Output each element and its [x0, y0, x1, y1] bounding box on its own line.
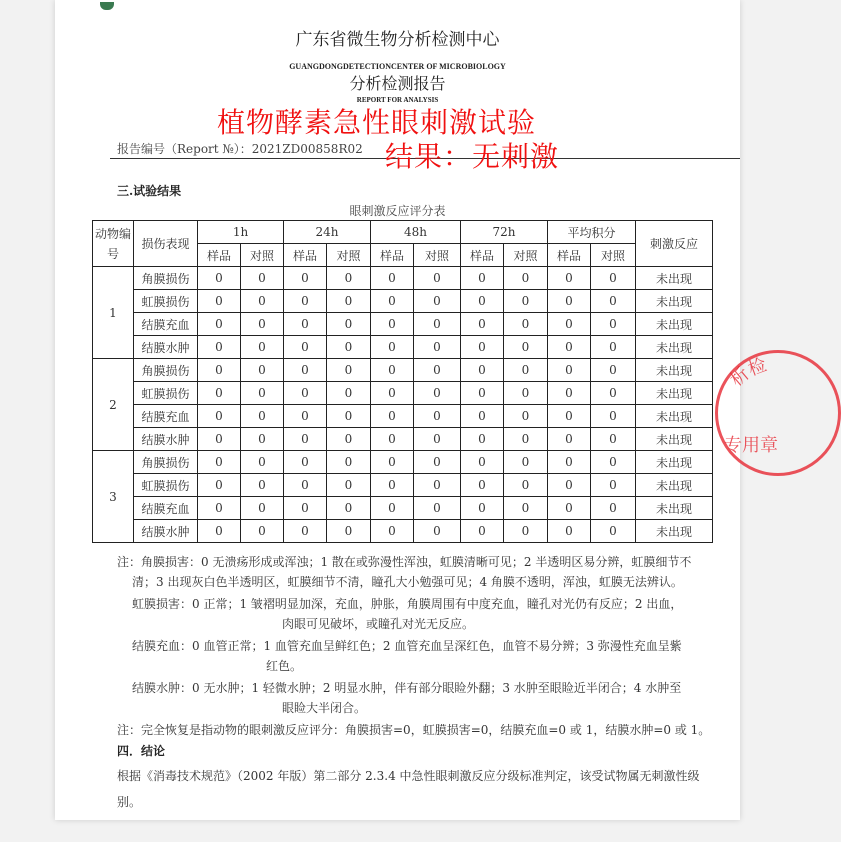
table-cell: 0: [327, 451, 371, 474]
table-cell: 0: [371, 359, 414, 382]
table-cell: 0: [591, 405, 636, 428]
table-cell: 角膜损伤: [134, 451, 198, 474]
table-row: [93, 451, 713, 474]
header-control: 对照: [504, 244, 548, 267]
animal-id: 2: [93, 359, 134, 451]
table-cell: 0: [198, 290, 241, 313]
overlay-title: 植物酵素急性眼刺激试验: [217, 106, 537, 139]
table-cell: 0: [548, 474, 591, 497]
table-cell: 0: [371, 290, 414, 313]
table-cell: 0: [371, 382, 414, 405]
table-cell: 0: [198, 382, 241, 405]
table-row: [93, 497, 713, 520]
table-cell: 0: [548, 497, 591, 520]
table-cell: 0: [414, 290, 461, 313]
table-cell: 0: [371, 313, 414, 336]
table-row: [93, 267, 713, 290]
table-cell: 0: [241, 474, 284, 497]
table-row: [93, 382, 713, 405]
header-control: 对照: [241, 244, 284, 267]
header-reaction: 刺激反应: [636, 221, 713, 267]
table-cell: 0: [414, 405, 461, 428]
table-row: [93, 359, 713, 382]
table-cell: 0: [461, 290, 504, 313]
table-row: [93, 290, 713, 313]
table-cell: 0: [198, 497, 241, 520]
table-cell: 0: [241, 520, 284, 543]
header-time: 24h: [284, 221, 371, 244]
table-row: [93, 428, 713, 451]
table-cell: 0: [414, 451, 461, 474]
table-cell: 0: [591, 451, 636, 474]
table-cell: 未出现: [636, 474, 713, 497]
table-cell: 未出现: [636, 382, 713, 405]
table-cell: 0: [504, 382, 548, 405]
header-injury: 损伤表现: [134, 221, 198, 267]
table-cell: 0: [198, 359, 241, 382]
table-cell: 0: [461, 428, 504, 451]
table-cell: 0: [371, 474, 414, 497]
table-cell: 0: [198, 405, 241, 428]
table-cell: 0: [504, 405, 548, 428]
table-cell: 0: [327, 520, 371, 543]
table-cell: 0: [414, 382, 461, 405]
table-cell: 结膜水肿: [134, 520, 198, 543]
note-line: 注：角膜损害：0 无溃疡形成或浑浊；1 散在或弥漫性浑浊，虹膜清晰可见；2 半透明区易分辨，虹膜细节不: [117, 555, 692, 569]
header-time: 1h: [198, 221, 284, 244]
report-title-en: REPORT FOR ANALYSIS: [356, 96, 439, 104]
table-cell: 0: [504, 336, 548, 359]
header-avg: 平均积分: [548, 221, 636, 244]
note-line: 清；3 出现灰白色半透明区，虹膜细节不清，瞳孔大小勉强可见；4 角膜不透明，浑浊，虹膜无法辨认。: [132, 575, 683, 589]
table-cell: 0: [327, 336, 371, 359]
table-cell: 未出现: [636, 451, 713, 474]
table-cell: 0: [591, 382, 636, 405]
table-cell: 0: [461, 474, 504, 497]
table-cell: 0: [504, 520, 548, 543]
table-cell: 虹膜损伤: [134, 474, 198, 497]
table-cell: 未出现: [636, 497, 713, 520]
note-line: 结膜水肿：0 无水肿；1 轻微水肿；2 明显水肿，伴有部分眼睑外翻；3 水肿至眼睑近半闭合；4 水肿至: [132, 681, 682, 695]
table-cell: 0: [284, 336, 327, 359]
table-row: [93, 474, 713, 497]
table-cell: 0: [504, 451, 548, 474]
table-cell: 0: [591, 497, 636, 520]
header-control: 对照: [591, 244, 636, 267]
table-cell: 0: [504, 359, 548, 382]
table-cell: 0: [241, 290, 284, 313]
note-line: 注：完全恢复是指动物的眼刺激反应评分：角膜损害=0，虹膜损害=0，结膜充血=0 或 1，结膜水肿=0 或 1。: [117, 723, 711, 737]
table-cell: 0: [504, 290, 548, 313]
table-cell: 0: [327, 359, 371, 382]
table-cell: 0: [284, 359, 327, 382]
table-cell: 虹膜损伤: [134, 290, 198, 313]
table-cell: 0: [504, 497, 548, 520]
table-cell: 0: [284, 267, 327, 290]
report-title-cn: 分析检测报告: [349, 74, 446, 93]
table-cell: 0: [414, 497, 461, 520]
table-cell: 未出现: [636, 359, 713, 382]
table-cell: 0: [327, 474, 371, 497]
report-page: [55, 0, 778, 820]
table-cell: 0: [591, 267, 636, 290]
table-caption: 眼刺激反应评分表: [349, 204, 446, 218]
table-cell: 0: [461, 405, 504, 428]
table-cell: 0: [548, 451, 591, 474]
note-line: 虹膜损害：0 正常；1 皱褶明显加深，充血，肿胀，角膜周围有中度充血，瞳孔对光仍有反应；2 出血，: [132, 597, 683, 611]
overlay-result: 结果：无刺激: [385, 140, 560, 173]
table-cell: 0: [327, 497, 371, 520]
table-cell: 0: [548, 405, 591, 428]
table-cell: 0: [461, 267, 504, 290]
table-cell: 0: [371, 267, 414, 290]
table-cell: 0: [548, 382, 591, 405]
table-cell: 结膜水肿: [134, 336, 198, 359]
table-cell: 0: [591, 290, 636, 313]
table-cell: 0: [371, 336, 414, 359]
table-cell: 0: [198, 520, 241, 543]
header-sample: 样品: [461, 244, 504, 267]
conclusion-line-2: 别。: [117, 795, 142, 809]
table-cell: 0: [198, 428, 241, 451]
header-time: 72h: [461, 221, 548, 244]
table-cell: 0: [327, 267, 371, 290]
table-cell: 0: [548, 336, 591, 359]
table-cell: 0: [414, 336, 461, 359]
table-cell: 0: [461, 336, 504, 359]
table-cell: 0: [284, 382, 327, 405]
table-cell: 未出现: [636, 405, 713, 428]
table-cell: 0: [591, 474, 636, 497]
header-control: 对照: [327, 244, 371, 267]
table-cell: 0: [461, 313, 504, 336]
table-cell: 结膜水肿: [134, 428, 198, 451]
header-control: 对照: [414, 244, 461, 267]
table-cell: 0: [548, 313, 591, 336]
table-cell: 0: [198, 474, 241, 497]
report-number: 报告编号（Report №）：2021ZD00858R02: [117, 142, 363, 156]
table-cell: 0: [414, 474, 461, 497]
table-cell: 0: [284, 290, 327, 313]
table-cell: 0: [241, 497, 284, 520]
table-cell: 结膜充血: [134, 497, 198, 520]
table-cell: 0: [461, 382, 504, 405]
table-cell: 0: [241, 267, 284, 290]
table-cell: 0: [591, 336, 636, 359]
table-row: [93, 336, 713, 359]
table-cell: 结膜充血: [134, 405, 198, 428]
table-cell: 0: [414, 428, 461, 451]
table-cell: 0: [241, 405, 284, 428]
table-cell: 0: [591, 359, 636, 382]
org-name-en: GUANGDONGDETECTIONCENTER OF MICROBIOLOGY: [289, 62, 506, 71]
table-cell: 角膜损伤: [134, 359, 198, 382]
table-cell: 0: [548, 290, 591, 313]
note-line: 肉眼可见破坏，或瞳孔对光无反应。: [282, 617, 475, 631]
table-cell: 0: [327, 382, 371, 405]
table-cell: 0: [504, 267, 548, 290]
table-cell: 0: [414, 267, 461, 290]
animal-id: 3: [93, 451, 134, 543]
table-cell: 0: [504, 428, 548, 451]
org-name-cn: 广东省微生物分析检测中心: [295, 30, 500, 50]
table-cell: 0: [504, 474, 548, 497]
table-cell: 未出现: [636, 520, 713, 543]
table-cell: 0: [414, 359, 461, 382]
table-cell: 未出现: [636, 267, 713, 290]
table-cell: 0: [371, 497, 414, 520]
table-cell: 0: [371, 405, 414, 428]
table-cell: 0: [327, 290, 371, 313]
score-table: [92, 220, 713, 543]
table-cell: 0: [371, 451, 414, 474]
note-line: 结膜充血：0 血管正常；1 血管充血呈鲜红色；2 血管充血呈深红色，血管不易分辨；3 弥漫性充血呈紫: [132, 639, 682, 653]
section-conclusion-heading: 四．结论: [117, 744, 166, 758]
note-line: 眼睑大半闭合。: [282, 701, 367, 715]
table-cell: 0: [548, 428, 591, 451]
table-row: [93, 520, 713, 543]
table-cell: 0: [327, 313, 371, 336]
table-cell: 0: [548, 267, 591, 290]
table-cell: 0: [371, 428, 414, 451]
table-cell: 0: [241, 451, 284, 474]
header-sample: 样品: [284, 244, 327, 267]
note-line: 红色。: [266, 659, 303, 673]
animal-id: 1: [93, 267, 134, 359]
table-cell: 结膜充血: [134, 313, 198, 336]
table-cell: 角膜损伤: [134, 267, 198, 290]
table-cell: 未出现: [636, 313, 713, 336]
header-animal: 动物编号: [93, 221, 134, 267]
corner-mark: [100, 2, 114, 10]
table-cell: 0: [548, 520, 591, 543]
table-row: [93, 313, 713, 336]
official-stamp: 析 检 专用章: [715, 350, 841, 476]
table-cell: 0: [504, 313, 548, 336]
table-cell: 0: [591, 313, 636, 336]
table-cell: 0: [414, 520, 461, 543]
header-sample: 样品: [371, 244, 414, 267]
table-row: [93, 405, 713, 428]
table-cell: 0: [284, 451, 327, 474]
table-cell: 0: [461, 451, 504, 474]
table-cell: 未出现: [636, 428, 713, 451]
table-cell: 0: [371, 520, 414, 543]
table-cell: 0: [198, 451, 241, 474]
table-cell: 未出现: [636, 290, 713, 313]
table-cell: 0: [461, 520, 504, 543]
table-cell: 虹膜损伤: [134, 382, 198, 405]
header-sample: 样品: [198, 244, 241, 267]
table-cell: 0: [461, 359, 504, 382]
table-cell: 0: [284, 428, 327, 451]
table-cell: 0: [284, 520, 327, 543]
table-cell: 0: [241, 382, 284, 405]
table-cell: 0: [241, 359, 284, 382]
table-cell: 0: [327, 428, 371, 451]
table-cell: 0: [414, 313, 461, 336]
table-cell: 0: [284, 474, 327, 497]
table-cell: 0: [591, 428, 636, 451]
header-time: 48h: [371, 221, 461, 244]
table-cell: 0: [198, 267, 241, 290]
table-cell: 未出现: [636, 336, 713, 359]
section-results-heading: 三.试验结果: [117, 184, 182, 198]
conclusion-line-1: 根据《消毒技术规范》（2002 年版）第二部分 2.3.4 中急性眼刺激反应分级标准判定，该受试物属无刺激性级: [117, 769, 700, 783]
table-cell: 0: [327, 405, 371, 428]
table-cell: 0: [198, 313, 241, 336]
table-cell: 0: [241, 336, 284, 359]
table-cell: 0: [591, 520, 636, 543]
table-cell: 0: [284, 405, 327, 428]
header-sample: 样品: [548, 244, 591, 267]
table-cell: 0: [241, 428, 284, 451]
table-cell: 0: [198, 336, 241, 359]
table-cell: 0: [461, 497, 504, 520]
table-cell: 0: [548, 359, 591, 382]
table-cell: 0: [241, 313, 284, 336]
table-cell: 0: [284, 497, 327, 520]
table-cell: 0: [284, 313, 327, 336]
